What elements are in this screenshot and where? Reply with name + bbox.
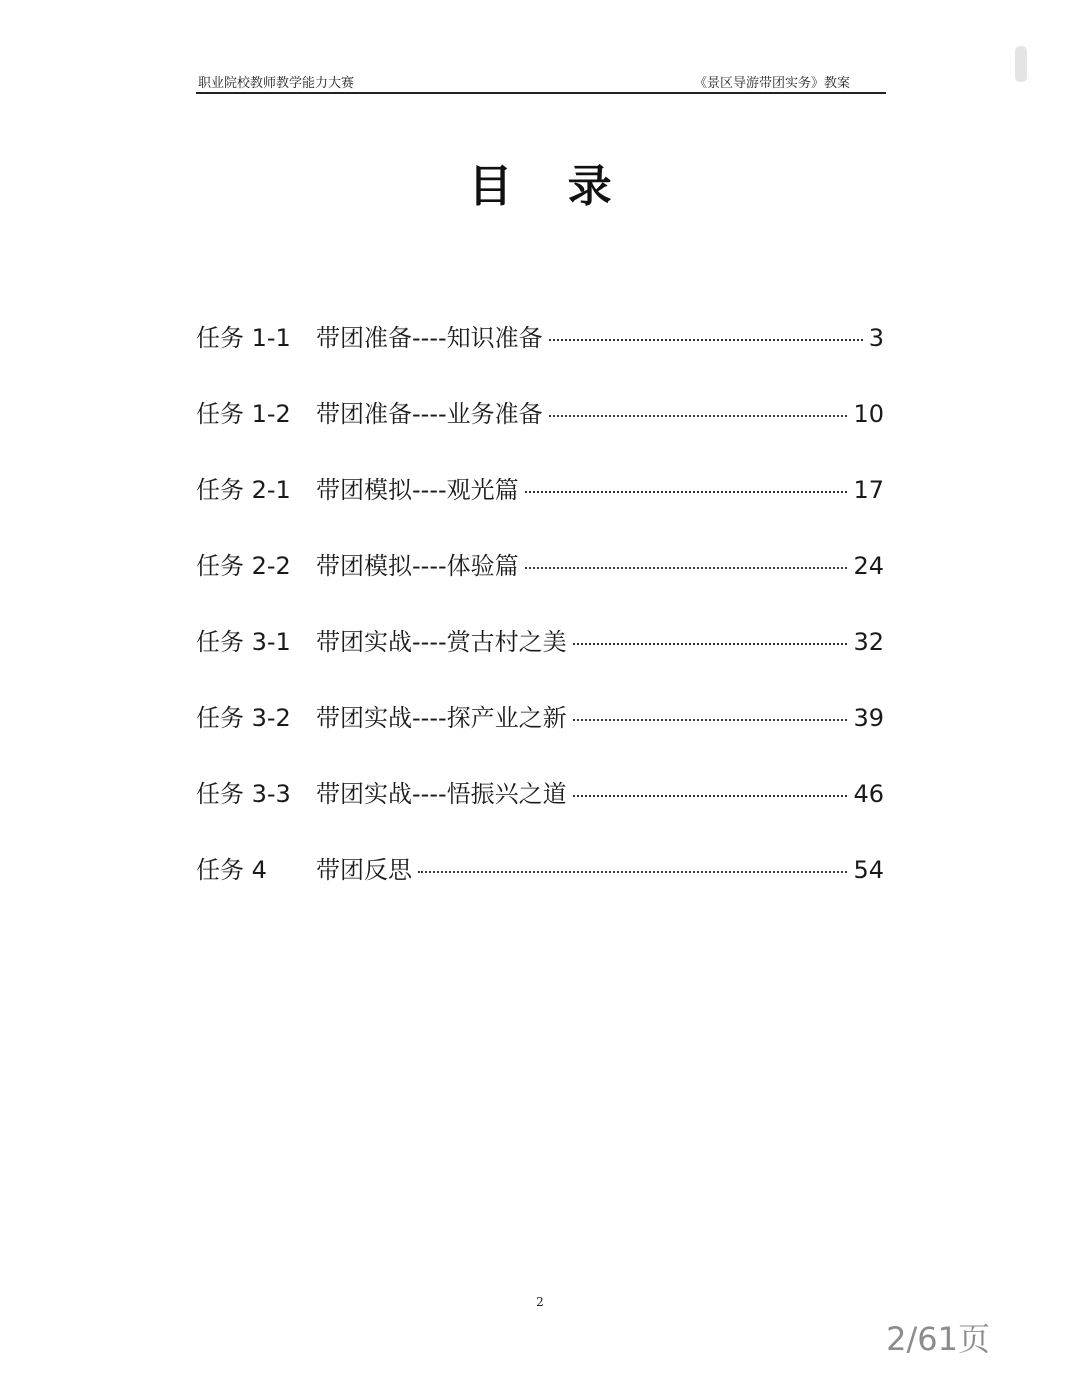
page-footer-number: 2 xyxy=(536,1295,544,1309)
toc-entry[interactable] xyxy=(196,546,884,622)
toc-entry-title: 带团反思 xyxy=(316,856,412,884)
toc-entry-page: 3 xyxy=(868,324,884,352)
toc-entry-page: 17 xyxy=(853,476,884,504)
toc-entry-number: 任务 4 xyxy=(196,856,267,884)
toc-entry[interactable] xyxy=(196,470,884,546)
toc-dot-leader xyxy=(525,567,848,569)
toc-entry[interactable] xyxy=(196,394,884,470)
toc-entry-page: 24 xyxy=(853,552,884,580)
toc-entry-title: 带团准备----业务准备 xyxy=(316,400,543,428)
toc-entry-title: 带团准备----知识准备 xyxy=(316,324,543,352)
toc-entry-page: 32 xyxy=(853,628,884,656)
scroll-handle[interactable] xyxy=(1015,46,1027,82)
toc-dot-leader xyxy=(573,795,848,797)
toc-entry[interactable] xyxy=(196,622,884,698)
toc-entry-title: 带团模拟----观光篇 xyxy=(316,476,519,504)
toc-entry-title: 带团实战----悟振兴之道 xyxy=(316,780,567,808)
toc-entry-number: 任务 1-2 xyxy=(196,400,291,428)
toc-list xyxy=(196,318,884,926)
toc-entry[interactable] xyxy=(196,774,884,850)
toc-dot-leader xyxy=(573,643,848,645)
page-title: 目 录 xyxy=(468,161,632,212)
toc-entry[interactable] xyxy=(196,698,884,774)
toc-entry-page: 54 xyxy=(853,856,884,884)
header-right-text: 《景区导游带团实务》教案 xyxy=(693,76,850,91)
toc-dot-leader xyxy=(525,491,848,493)
toc-entry-page: 46 xyxy=(853,780,884,808)
toc-entry-title: 带团实战----探产业之新 xyxy=(316,704,567,732)
toc-dot-leader xyxy=(573,719,848,721)
toc-entry-title: 带团实战----赏古村之美 xyxy=(316,628,567,656)
toc-entry-title: 带团模拟----体验篇 xyxy=(316,552,519,580)
toc-dot-leader xyxy=(549,415,848,417)
toc-entry-number: 任务 2-2 xyxy=(196,552,291,580)
toc-entry[interactable] xyxy=(196,850,884,926)
toc-entry-page: 39 xyxy=(853,704,884,732)
toc-entry-number: 任务 3-3 xyxy=(196,780,291,808)
toc-entry-number: 任务 3-2 xyxy=(196,704,291,732)
page-header xyxy=(196,70,886,94)
toc-entry-number: 任务 2-1 xyxy=(196,476,291,504)
toc-entry-number: 任务 3-1 xyxy=(196,628,291,656)
toc-entry-page: 10 xyxy=(853,400,884,428)
header-left-text: 职业院校教师教学能力大赛 xyxy=(198,76,355,91)
toc-entry-number: 任务 1-1 xyxy=(196,324,291,352)
toc-dot-leader xyxy=(549,339,863,341)
page-indicator: 2/61页 xyxy=(886,1320,990,1358)
toc-dot-leader xyxy=(418,871,847,873)
toc-entry[interactable] xyxy=(196,318,884,394)
